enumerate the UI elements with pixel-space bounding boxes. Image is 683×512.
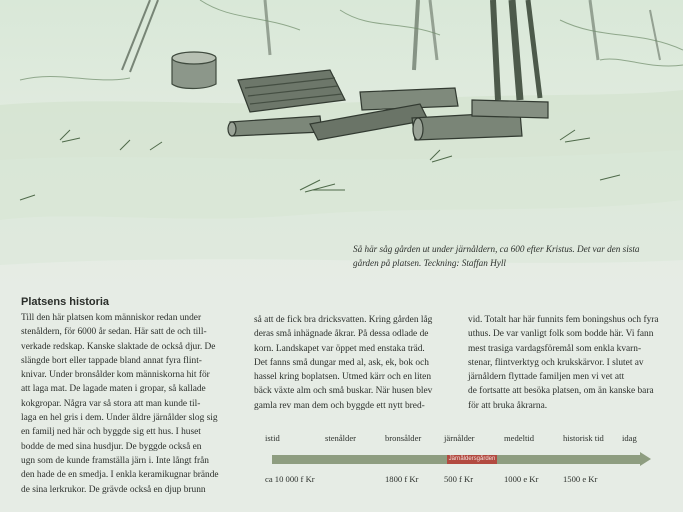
text-line: laga en hel gris i dem. Under äldre järnålder slog sig	[21, 413, 218, 424]
text-line: de sina lerkrukor. De grävde också en djup brunn	[21, 484, 206, 495]
text-column-1	[21, 311, 219, 497]
text-line: Det fanns små dungar med al, ask, ek, bok och	[254, 357, 429, 368]
text-line: att laga mat. De lagade maten i gropar, så kallade	[21, 384, 206, 395]
text-line: en familj ned här och byggde sig ett hus. I huset	[21, 427, 201, 438]
text-line: stenåldern, för 6000 år sedan. Här satt de och till-	[21, 327, 207, 338]
text-line: ugn som de kunde framställa järn i. Inte långt från	[21, 455, 209, 466]
text-line: slängde bort eller tappade bland annat fyra flint-	[21, 355, 202, 366]
timeline-period-stenalder: stenålder	[325, 433, 357, 443]
text-line: gamla rev man dem och byggde ett nytt bred-	[254, 400, 425, 411]
text-line: verkade redskap. Kanske slaktade de också djur. De	[21, 341, 216, 352]
section-heading: Platsens historia	[21, 296, 110, 308]
text-line: Till den här platsen kom människor redan under	[21, 313, 202, 323]
text-line: hassel kring boplatsen. Utmed kärr och en liten	[254, 372, 432, 383]
text-line: för att bruka åkrarna.	[468, 400, 548, 411]
timeline-period-jarnalder: järnålder	[444, 433, 475, 443]
caption-line: Så här såg gården ut under järnåldern, ca 600 efter Kristus. Det var den sista	[353, 244, 640, 254]
text-column-2	[254, 313, 432, 413]
tree-stump	[172, 52, 216, 89]
text-column-3	[468, 313, 659, 413]
text-line: den hade de en smedja. I enkla keramikugnar brände	[21, 470, 219, 481]
text-line: kokgropar. Några var så stora att man kunde til-	[21, 398, 201, 409]
timeline-date: 1000 e Kr	[504, 474, 539, 484]
text-line: järnåldern flyttade familjen men vi vet att	[468, 372, 625, 383]
timeline-date: 500 f Kr	[444, 474, 474, 484]
text-line: deras små inhägnade åkrar. På dessa odlade de	[254, 329, 429, 340]
timeline-period-bronsalder: bronsålder	[385, 433, 422, 443]
text-line: så att de fick bra dricksvatten. Kring gården låg	[254, 315, 433, 325]
text-line: de fortsatte att besöka platsen, om än kanske bara	[468, 386, 654, 397]
caption-line: gården på platsen. Teckning: Staffan Hyll	[353, 258, 506, 268]
text-line: uthus. De var vanligt folk som bodde här. Vi fann	[468, 329, 654, 340]
timeline-date: ca 10 000 f Kr	[265, 474, 315, 484]
text-line: mest trasiga vardagsföremål som enkla kvarn-	[468, 343, 642, 354]
timeline-highlight-jarnaldersgarden: Järnåldersgården	[448, 456, 496, 462]
timeline-date: 1800 f Kr	[385, 474, 419, 484]
text-line: korn. Landskapet var öppet med enstaka träd.	[254, 343, 425, 354]
text-line: bäck växte alm och små buskar. När husen blev	[254, 386, 433, 397]
text-line: bodde de med sina husdjur. De byggde också en	[21, 441, 202, 452]
text-line: knivar. Under bronsålder kom människorna hit för	[21, 370, 210, 381]
timeline-period-historisk-tid: historisk tid	[563, 433, 604, 443]
text-line: stenar, flintverktyg och krukskärvor. I slutet av	[468, 357, 644, 368]
timeline-date: 1500 e Kr	[563, 474, 598, 484]
timeline-period-istid: istid	[265, 433, 280, 443]
illustration-caption	[353, 242, 678, 270]
timeline-period-idag: idag	[622, 433, 637, 443]
text-line: vid. Totalt har här funnits fem boningshus och fyra	[468, 315, 659, 325]
timeline-arrow-head	[640, 452, 651, 466]
timeline-period-medeltid: medeltid	[504, 433, 535, 443]
